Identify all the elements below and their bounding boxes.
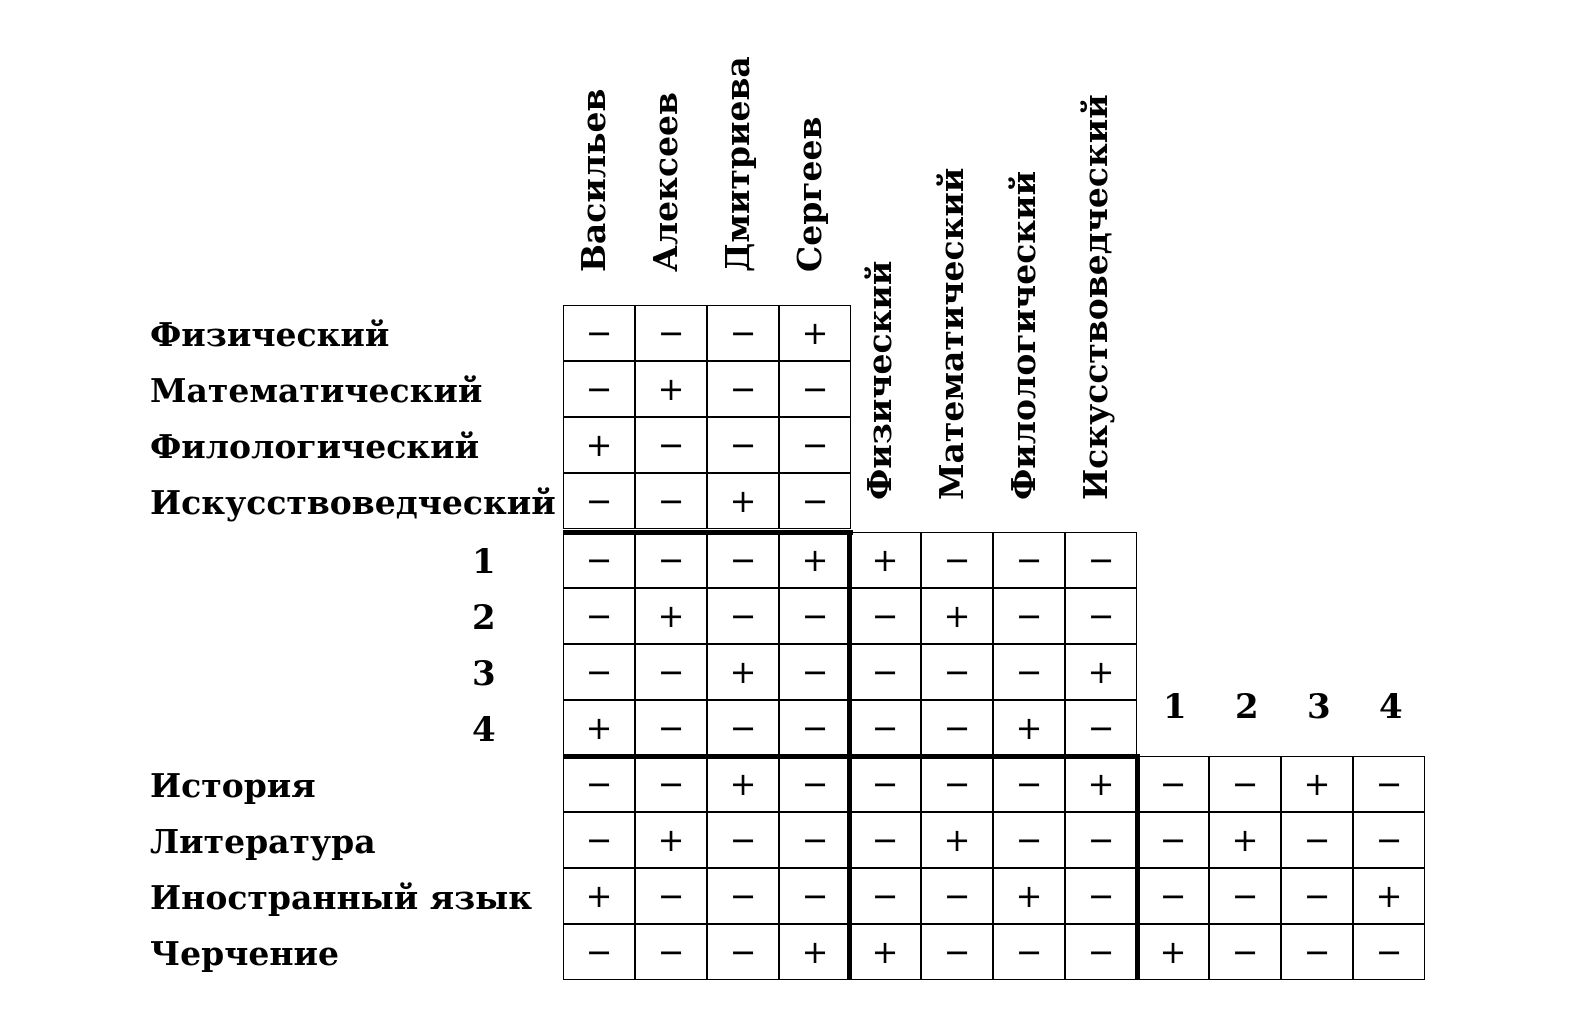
- grid-cell: −: [563, 756, 635, 812]
- grid-cell: +: [849, 532, 921, 588]
- grid-cell: −: [1065, 532, 1137, 588]
- grid-cell: +: [563, 700, 635, 756]
- grid-cell: −: [707, 532, 779, 588]
- grid-cell: +: [1065, 756, 1137, 812]
- column-label-place: 3: [1307, 687, 1331, 727]
- row-label-subject: Литература: [150, 822, 376, 861]
- column-label-faculty: Филологический: [1004, 170, 1043, 500]
- grid-cell: −: [1353, 812, 1425, 868]
- grid-cell: −: [779, 417, 851, 473]
- grid-cell: −: [635, 644, 707, 700]
- grid-cell: −: [779, 588, 851, 644]
- grid-cell: +: [993, 868, 1065, 924]
- grid-cell: −: [635, 756, 707, 812]
- grid-cell: −: [1209, 868, 1281, 924]
- column-label-place: 1: [1163, 687, 1187, 727]
- grid-cell: −: [921, 644, 993, 700]
- grid-cell: −: [635, 868, 707, 924]
- grid-cell: −: [707, 924, 779, 980]
- grid-cell: +: [1353, 868, 1425, 924]
- grid-cell: −: [707, 305, 779, 361]
- grid-cell: −: [563, 644, 635, 700]
- column-label-faculty: Искусствоведческий: [1076, 94, 1115, 500]
- grid-cell: −: [563, 812, 635, 868]
- grid-cell: +: [1065, 644, 1137, 700]
- grid-cell: −: [993, 644, 1065, 700]
- grid-cell: −: [849, 700, 921, 756]
- grid-cell: +: [635, 588, 707, 644]
- column-label-faculty: Физический: [860, 260, 899, 500]
- grid-cell: −: [921, 756, 993, 812]
- grid-cell: +: [993, 700, 1065, 756]
- grid-cell: +: [779, 305, 851, 361]
- grid-cell: −: [921, 868, 993, 924]
- grid-cell: −: [563, 305, 635, 361]
- row-label-subject: Иностранный язык: [150, 878, 533, 917]
- grid-cell: +: [1137, 924, 1209, 980]
- grid-cell: −: [1137, 756, 1209, 812]
- grid-cell: −: [707, 812, 779, 868]
- column-label-name: Васильев: [574, 88, 613, 272]
- grid-cell: −: [563, 361, 635, 417]
- grid-cell: −: [1281, 812, 1353, 868]
- row-label-faculty: Филологический: [150, 427, 480, 466]
- column-label-faculty: Математический: [932, 167, 971, 500]
- grid-cell: −: [635, 473, 707, 529]
- block-divider: [563, 530, 853, 535]
- grid-cell: −: [779, 812, 851, 868]
- grid-cell: −: [779, 756, 851, 812]
- grid-cell: −: [1137, 868, 1209, 924]
- grid-cell: +: [849, 924, 921, 980]
- column-label-place: 2: [1235, 687, 1259, 727]
- grid-cell: −: [921, 700, 993, 756]
- column-label-name: Сергеев: [790, 116, 829, 272]
- grid-cell: −: [779, 868, 851, 924]
- block-divider: [1135, 754, 1140, 980]
- grid-cell: −: [563, 924, 635, 980]
- grid-cell: −: [779, 644, 851, 700]
- grid-cell: −: [779, 473, 851, 529]
- grid-cell: −: [1065, 924, 1137, 980]
- grid-cell: +: [707, 756, 779, 812]
- grid-cell: −: [849, 868, 921, 924]
- grid-cell: −: [1065, 812, 1137, 868]
- grid-cell: −: [993, 588, 1065, 644]
- grid-cell: −: [1065, 868, 1137, 924]
- grid-cell: +: [563, 417, 635, 473]
- grid-cell: −: [563, 532, 635, 588]
- block-divider: [563, 754, 1140, 759]
- grid-cell: −: [635, 417, 707, 473]
- grid-cell: −: [779, 361, 851, 417]
- grid-cell: +: [779, 924, 851, 980]
- grid-cell: −: [563, 473, 635, 529]
- grid-cell: −: [707, 700, 779, 756]
- row-label-faculty: Физический: [150, 315, 390, 354]
- row-label-place: 1: [472, 542, 496, 582]
- grid-cell: −: [779, 700, 851, 756]
- grid-cell: −: [635, 305, 707, 361]
- grid-cell: −: [1065, 588, 1137, 644]
- row-label-subject: Черчение: [150, 934, 339, 973]
- grid-cell: −: [635, 700, 707, 756]
- grid-cell: +: [707, 644, 779, 700]
- grid-cell: +: [635, 812, 707, 868]
- grid-cell: −: [921, 532, 993, 588]
- grid-cell: +: [635, 361, 707, 417]
- grid-cell: −: [849, 812, 921, 868]
- grid-cell: −: [635, 924, 707, 980]
- grid-cell: −: [1353, 756, 1425, 812]
- grid-cell: −: [563, 588, 635, 644]
- grid-cell: +: [707, 473, 779, 529]
- grid-cell: −: [1209, 924, 1281, 980]
- grid-cell: +: [1209, 812, 1281, 868]
- column-label-place: 4: [1379, 687, 1403, 727]
- grid-cell: −: [635, 532, 707, 588]
- grid-cell: −: [1353, 924, 1425, 980]
- row-label-place: 2: [472, 598, 496, 638]
- grid-cell: −: [707, 868, 779, 924]
- grid-cell: −: [993, 756, 1065, 812]
- grid-cell: +: [921, 588, 993, 644]
- grid-cell: −: [921, 924, 993, 980]
- grid-cell: +: [779, 532, 851, 588]
- grid-cell: +: [563, 868, 635, 924]
- grid-cell: −: [1281, 868, 1353, 924]
- grid-cell: −: [707, 417, 779, 473]
- row-label-subject: История: [150, 766, 316, 805]
- grid-cell: −: [1281, 924, 1353, 980]
- grid-cell: −: [849, 588, 921, 644]
- row-label-place: 3: [472, 654, 496, 694]
- grid-cell: −: [1209, 756, 1281, 812]
- grid-cell: −: [1137, 812, 1209, 868]
- grid-cell: −: [707, 588, 779, 644]
- column-label-name: Дмитриева: [718, 56, 757, 272]
- grid-cell: −: [993, 924, 1065, 980]
- grid-cell: −: [993, 812, 1065, 868]
- grid-cell: +: [1281, 756, 1353, 812]
- grid-cell: −: [707, 361, 779, 417]
- grid-cell: −: [993, 532, 1065, 588]
- grid-cell: +: [921, 812, 993, 868]
- grid-cell: −: [849, 756, 921, 812]
- row-label-faculty: Математический: [150, 371, 483, 410]
- grid-cell: −: [1065, 700, 1137, 756]
- row-label-faculty: Искусствоведческий: [150, 483, 556, 522]
- grid-cell: −: [849, 644, 921, 700]
- row-label-place: 4: [472, 710, 496, 750]
- column-label-name: Алексеев: [646, 92, 685, 272]
